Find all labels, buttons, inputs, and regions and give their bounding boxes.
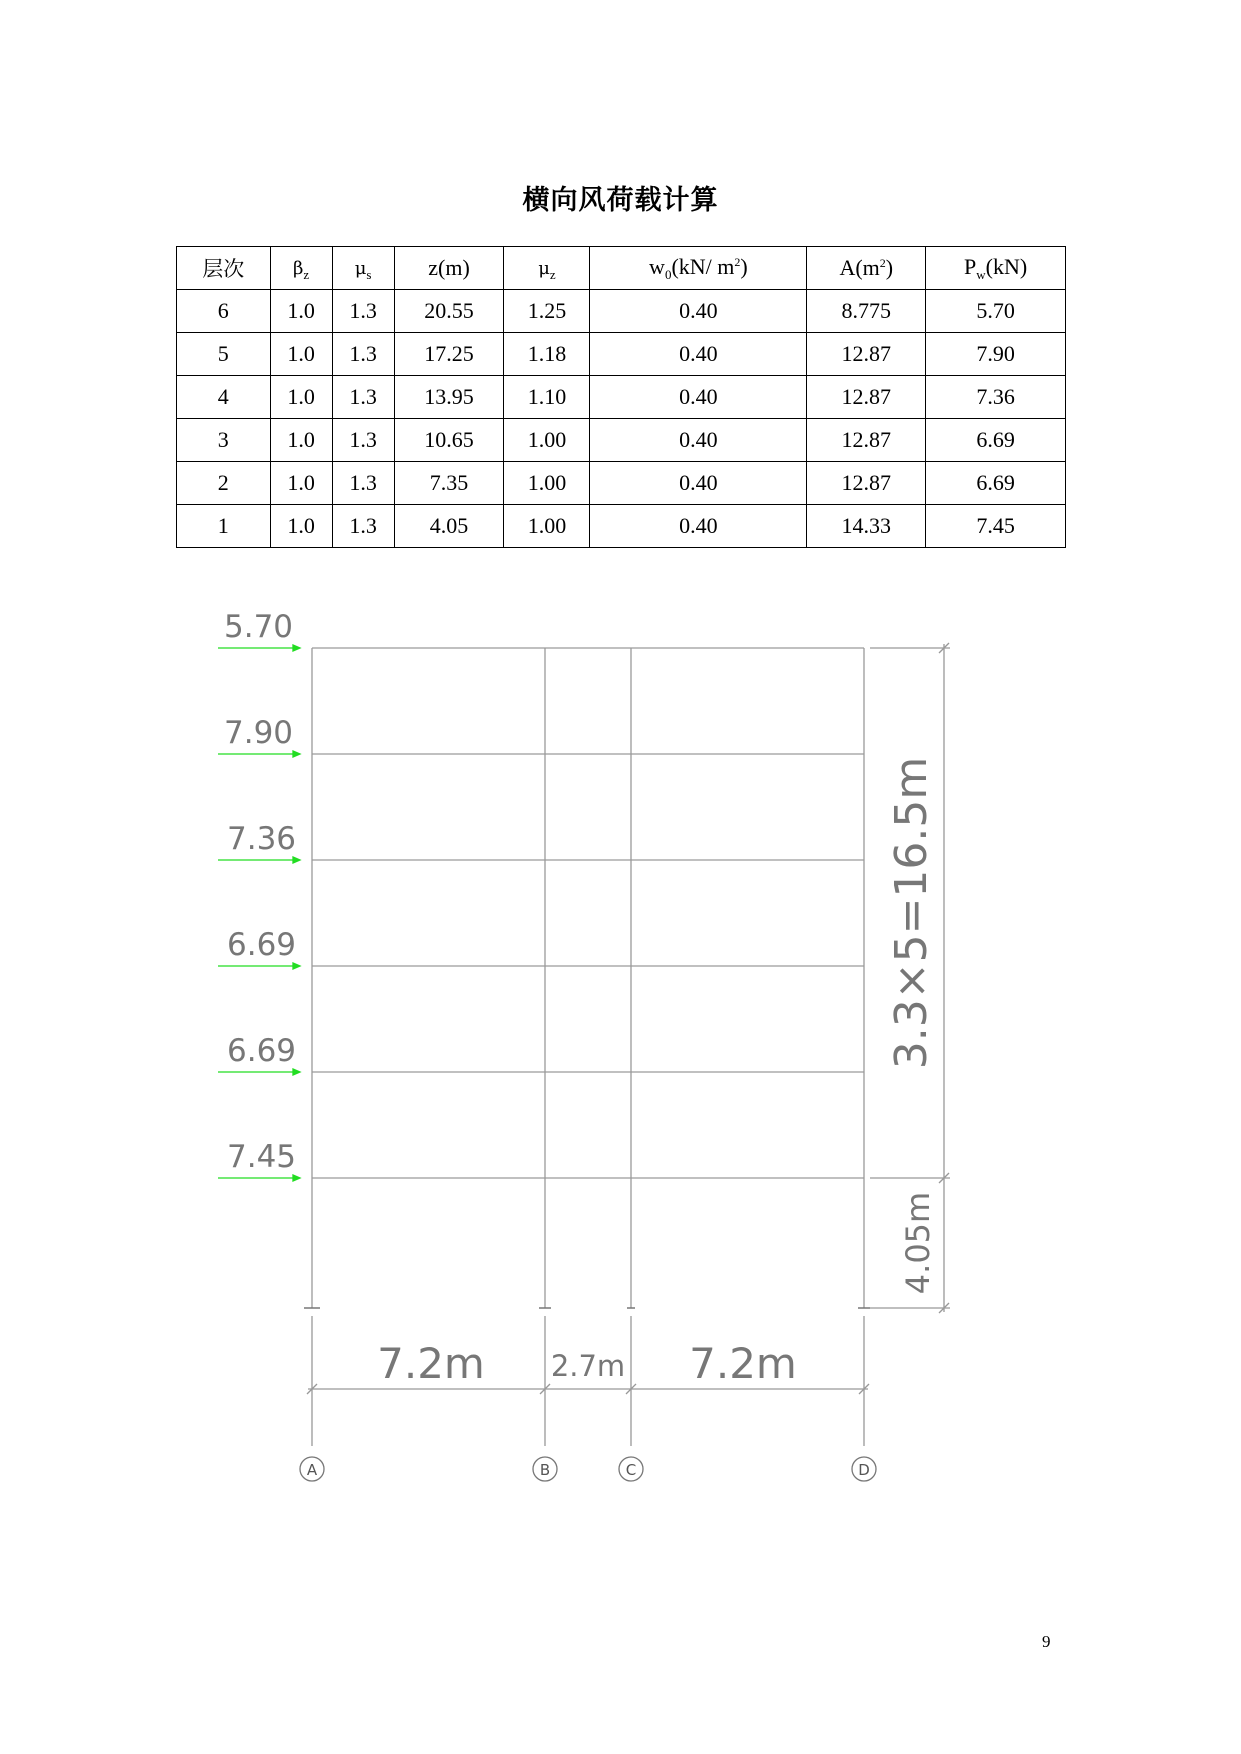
table-cell: 6.69 [926,462,1066,505]
arrow-head-icon [293,1069,300,1075]
table-cell: 5.70 [926,290,1066,333]
axis-label-d: D [858,1461,870,1479]
table-cell: 0.40 [590,376,807,419]
axis-label-c: C [625,1461,637,1479]
table-cell: 2 [177,462,271,505]
arrow-head-icon [293,751,300,757]
load-value: 7.90 [224,715,294,751]
span-label-ab: 7.2m [377,1339,485,1388]
table-cell: 1.18 [504,333,590,376]
axis-label-a: A [306,1461,318,1479]
table-cell: 0.40 [590,505,807,548]
table-cell: 12.87 [807,462,926,505]
span-label-cd: 7.2m [689,1339,797,1388]
span-labels [377,1339,797,1388]
table-cell: 7.35 [394,462,504,505]
header-height: z(m) [394,247,504,290]
table-cell: 12.87 [807,333,926,376]
load-value: 6.69 [227,927,297,963]
axis-labels [307,1461,870,1479]
load-value: 7.36 [227,821,297,857]
table-cell: 1.3 [332,462,394,505]
table-cell: 5 [177,333,271,376]
arrow-head-icon [293,963,300,969]
page-title: 横向风荷载计算 [522,185,719,216]
table-cell: 1.0 [270,333,332,376]
table-cell: 1.25 [504,290,590,333]
table-cell: 0.40 [590,419,807,462]
table-cell: 8.775 [807,290,926,333]
table-cell: 14.33 [807,505,926,548]
axis-label-b: B [539,1461,551,1479]
table-cell: 0.40 [590,462,807,505]
header-mu-z: $\mu_z$ [504,247,590,290]
table-cell: 1.3 [332,290,394,333]
first-story-height-label: 4.05m [899,1191,937,1295]
table-cell: 13.95 [394,376,504,419]
frame-lines [312,648,864,1308]
header-pw: $P_w(kN)$ [926,247,1066,290]
header-beta-z: $\beta_z$ [270,247,332,290]
table-cell: 7.90 [926,333,1066,376]
table-cell: 1.00 [504,462,590,505]
header-area: $A(m^2)$ [807,247,926,290]
table-cell: 1.3 [332,376,394,419]
table-cell: 20.55 [394,290,504,333]
header-mu-s: $\mu_s$ [332,247,394,290]
load-values [224,609,296,1175]
table-cell: 1.10 [504,376,590,419]
upper-height-label: 3.3×5=16.5m [886,756,937,1070]
table-cell: 1.0 [270,462,332,505]
axis-bubbles [300,1457,876,1481]
table-cell: 1.3 [332,505,394,548]
table-cell: 7.36 [926,376,1066,419]
page-number: 9 [1042,1632,1051,1651]
table-cell: 17.25 [394,333,504,376]
table-cell: 0.40 [590,290,807,333]
table-cell: 0.40 [590,333,807,376]
table-cell: 4 [177,376,271,419]
arrow-head-icon [293,1175,300,1181]
header-w0: $w_0(kN/$ $m^2$) [590,247,807,290]
table-cell: 1.0 [270,505,332,548]
table-cell: 1.00 [504,419,590,462]
table-cell: 1.0 [270,290,332,333]
load-value: 5.70 [224,609,294,645]
table-cell: 1 [177,505,271,548]
table-cell: 6.69 [926,419,1066,462]
table-cell: 1.3 [332,419,394,462]
table-cell: 6 [177,290,271,333]
span-label-bc: 2.7m [550,1349,626,1383]
table-cell: 1.0 [270,419,332,462]
table-cell: 3 [177,419,271,462]
table-cell: 7.45 [926,505,1066,548]
table-cell: 12.87 [807,376,926,419]
table-cell: 10.65 [394,419,504,462]
load-value: 7.45 [227,1139,297,1175]
arrow-head-icon [293,645,300,651]
table-cell: 4.05 [394,505,504,548]
table-cell: 1.0 [270,376,332,419]
table-cell: 1.3 [332,333,394,376]
table-cell: 12.87 [807,419,926,462]
load-value: 6.69 [227,1033,297,1069]
arrow-head-icon [293,857,300,863]
vertical-dimension-labels [886,757,937,1294]
table-cell: 1.00 [504,505,590,548]
header-floor: 层次 [177,247,271,290]
